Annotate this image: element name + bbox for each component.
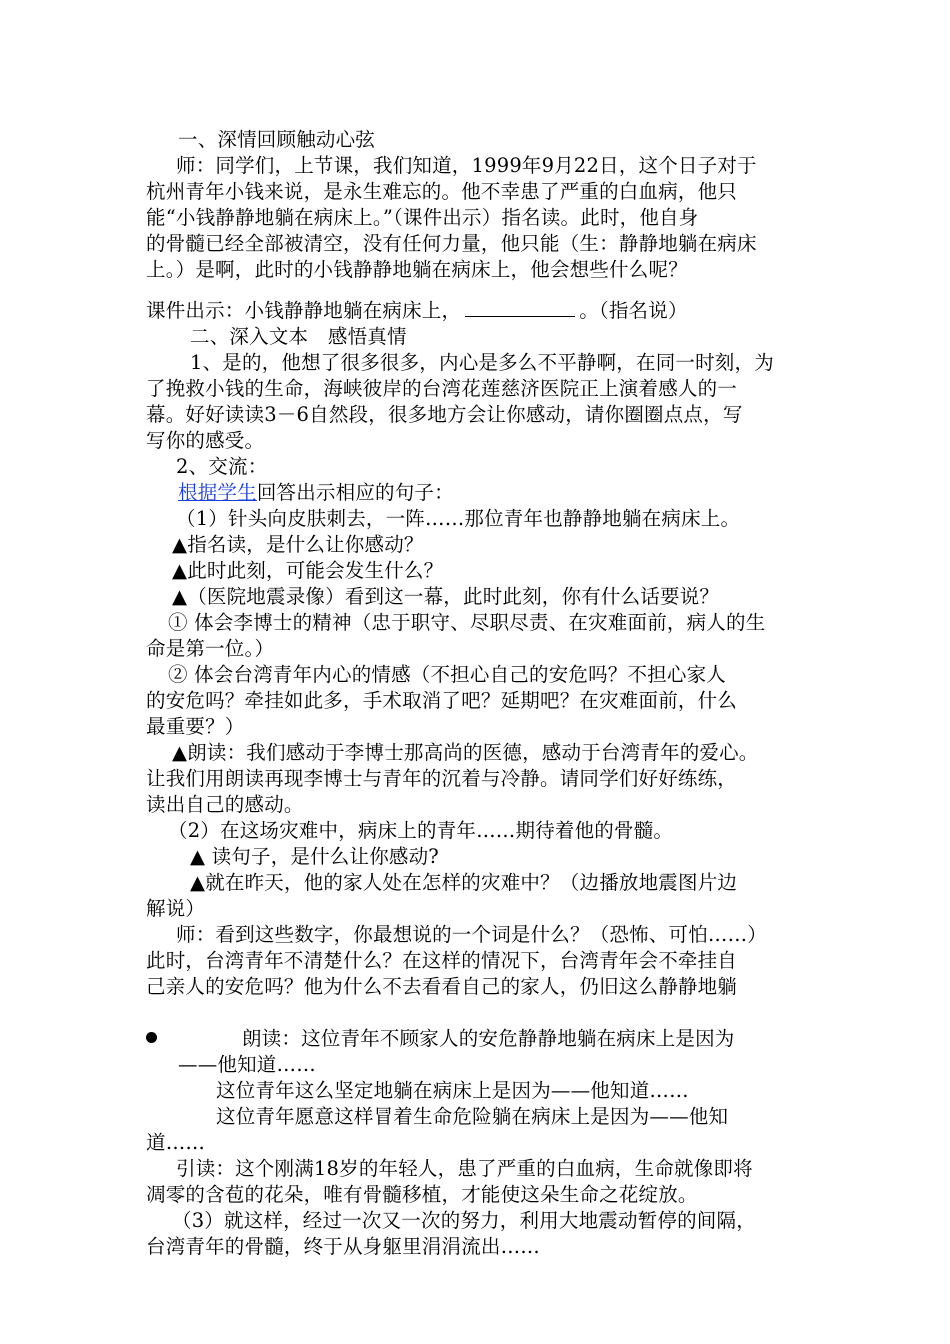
paragraph-line: 命是第一位。） xyxy=(146,637,275,660)
paragraph-line: 这位青年这么坚定地躺在病床上是因为——他知道…… xyxy=(216,1079,689,1102)
bullet-icon xyxy=(146,1032,157,1043)
paragraph-line: 杭州青年小钱来说，是永生难忘的。他不幸患了严重的白血病，他只 xyxy=(146,180,738,203)
paragraph-line: 己亲人的安危吗？他为什么不去看看自己的家人，仍旧这么静静地躺 xyxy=(146,975,738,998)
paragraph-line: 台湾青年的骨髓，终于从身躯里涓涓流出…… xyxy=(146,1235,541,1258)
paragraph-line: ▲指名读，是什么让你感动？ xyxy=(172,533,424,556)
paragraph-line: ▲就在昨天，他的家人处在怎样的灾难中？（边播放地震图片边 xyxy=(190,871,738,894)
paragraph-line: 的安危吗？牵挂如此多，手术取消了吧？延期吧？在灾难面前，什么 xyxy=(146,689,738,712)
paragraph-line: 1、是的，他想了很多很多，内心是多么不平静啊，在同一时刻，为 xyxy=(190,351,774,374)
paragraph-line: 了挽救小钱的生命，海峡彼岸的台湾花莲慈济医院正上演着感人的一 xyxy=(146,377,738,400)
paragraph-line: ▲ 读句子，是什么让你感动? xyxy=(190,845,439,868)
paragraph-line: ▲（医院地震录像）看到这一幕，此时此刻，你有什么话要说？ xyxy=(172,585,720,608)
paragraph-line: 幕。好好读读3－6自然段，很多地方会让你感动，请你圈圈点点，写 xyxy=(146,403,743,426)
paragraph-line: 朗读：这位青年不顾家人的安危静静地躺在病床上是因为 xyxy=(242,1027,735,1050)
paragraph-line: 让我们用朗读再现李博士与青年的沉着与冷静。请同学们好好练练， xyxy=(146,767,738,790)
section-heading-1: 一、深情回顾触动心弦 xyxy=(178,128,376,151)
paragraph-line: 引读：这个刚满18岁的年轻人，患了严重的白血病，生命就像即将 xyxy=(176,1157,753,1180)
paragraph-line: 写你的感受。 xyxy=(146,429,265,452)
fill-in-blank xyxy=(465,298,575,317)
section-heading-2: 二、深入文本 感悟真情 xyxy=(190,325,407,348)
paragraph-line xyxy=(178,480,454,506)
paragraph-line: ① 体会李博士的精神（忠于职守、尽职尽责、在灾难面前，病人的生 xyxy=(168,611,766,634)
paragraph-line: 凋零的含苞的花朵，唯有骨髓移植，才能使这朵生命之花绽放。 xyxy=(146,1183,698,1206)
paragraph-line: ▲朗读：我们感动于李博士那高尚的医德，感动于台湾青年的爱心。 xyxy=(172,741,759,764)
paragraph-line: （2）在这场灾难中，病床上的青年……期待着他的骨髓。 xyxy=(168,819,674,842)
paragraph-line: 最重要？） xyxy=(146,715,245,738)
paragraph-line: ▲此时此刻，可能会发生什么？ xyxy=(172,559,444,582)
paragraph-line: 此时，台湾青年不清楚什么？在这样的情况下，台湾青年会不牵挂自 xyxy=(146,949,738,972)
courseware-prompt-suffix: 。（指名说） xyxy=(579,299,688,322)
paragraph-line: 2、交流： xyxy=(176,455,268,478)
link-suffix-text: 回答出示相应的句子： xyxy=(256,481,454,504)
paragraph-line: 这位青年愿意这样冒着生命危险躺在病床上是因为——他知 xyxy=(216,1105,729,1128)
paragraph-line: 上。）是啊，此时的小钱静静地躺在病床上，他会想些什么呢？ xyxy=(146,258,688,281)
paragraph-line: ——他知道…… xyxy=(178,1053,316,1076)
hyperlink-text[interactable]: 根据学生 xyxy=(178,481,257,504)
paragraph-line: 解说） xyxy=(146,897,206,920)
paragraph-line: ② 体会台湾青年内心的情感（不担心自己的安危吗？不担心家人 xyxy=(168,663,726,686)
paragraph-line: （1）针头向皮肤刺去，一阵……那位青年也静静地躺在病床上。 xyxy=(176,507,741,530)
paragraph-line: 师：看到这些数字，你最想说的一个词是什么？（恐怖、可怕……） xyxy=(176,923,768,946)
courseware-prompt-line xyxy=(146,298,688,324)
paragraph-line: 道…… xyxy=(146,1131,206,1154)
paragraph-line: 读出自己的感动。 xyxy=(146,793,304,816)
courseware-prompt-text: 课件出示：小钱静静地躺在病床上， xyxy=(146,299,462,322)
paragraph-line: 师：同学们，上节课，我们知道，1999年9月22日，这个日子对于 xyxy=(176,154,757,177)
paragraph-line: 的骨髓已经全部被清空，没有任何力量，他只能（生：静静地躺在病床 xyxy=(146,232,757,255)
paragraph-line: （3）就这样，经过一次又一次的努力，利用大地震动暂停的间隔， xyxy=(172,1209,756,1232)
paragraph-line: 能“小钱静静地躺在病床上。”（课件出示）指名读。此时，他自身 xyxy=(146,206,699,229)
